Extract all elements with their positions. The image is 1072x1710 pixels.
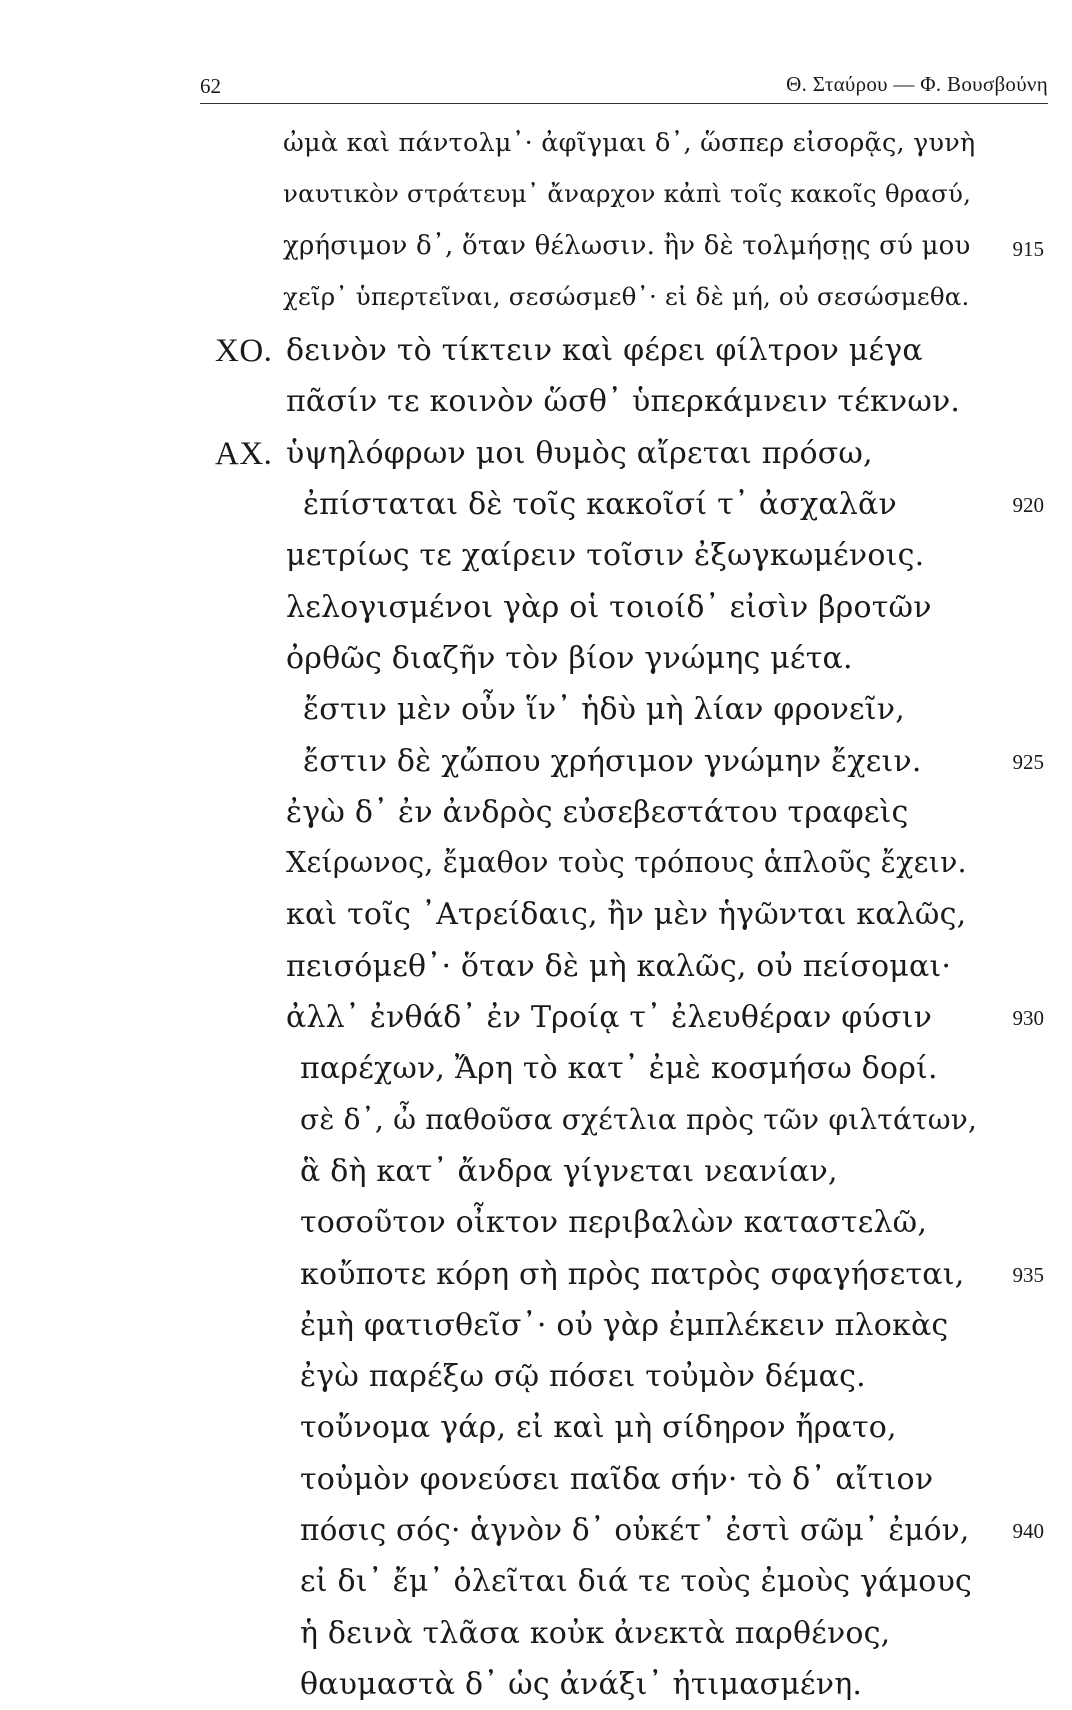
verse-line — [0, 1402, 1072, 1453]
verse-text: πᾶσίν τε κοινὸν ὥσθ᾽ ὑπερκάμνειν τέκνων. — [286, 384, 961, 420]
verse-text: κοὔποτε κόρη σὴ πρὸς πατρὸς σφαγήσεται, — [300, 1256, 965, 1292]
verse-text: ἐπίσταται δὲ τοῖς κακοῖσί τ᾽ ἀσχαλᾶν — [303, 487, 897, 523]
verse-line — [0, 1300, 1072, 1351]
verse-line — [0, 171, 1072, 222]
verse-text: πόσις σός· ἁγνὸν δ᾽ οὐκέτ᾽ ἐστὶ σῶμ᾽ ἐμόν, — [300, 1513, 970, 1548]
verse-text: ἃ δὴ κατ᾽ ἄνδρα γίγνεται νεανίαν, — [300, 1153, 838, 1189]
line-number: 940 — [1012, 1519, 1044, 1544]
line-number: 935 — [1012, 1262, 1044, 1287]
verse-text: τοὐμὸν φονεύσει παῖδα σήν· τὸ δ᾽ αἴτιον — [300, 1461, 934, 1497]
verse-text: ἡ δεινὰ τλᾶσα κοὐκ ἀνεκτὰ παρθένος, — [300, 1615, 891, 1651]
verse-text: θαυμαστὰ δ᾽ ὡς ἀνάξι᾽ ἠτιμασμένη. — [300, 1666, 863, 1702]
verse-text: δεινὸν τὸ τίκτειν καὶ φέρει φίλτρον μέγα — [286, 333, 923, 369]
verse-text: καὶ τοῖς ᾿Ατρείδαις, ἢν μὲν ἡγῶνται καλῶς, — [286, 897, 967, 933]
verse-line — [0, 274, 1072, 325]
line-number: 915 — [1012, 236, 1044, 261]
verse-line — [0, 889, 1072, 940]
verse-line — [0, 992, 1072, 1043]
verse-text: σὲ δ᾽, ὦ παθοῦσα σχέτλια πρὸς τῶν φιλτάτων, — [300, 1102, 978, 1136]
verse-line — [0, 1249, 1072, 1300]
verse-text: ναυτικὸν στράτευμ᾽ ἄναρχον κἀπὶ τοῖς κακοῖς θρασύ, — [283, 179, 972, 209]
verse-line — [0, 1146, 1072, 1197]
verse-line — [0, 582, 1072, 633]
page-number: 62 — [200, 74, 221, 98]
verse-text: τοὔνομα γάρ, εἰ καὶ μὴ σίδηρον ἤρατο, — [300, 1410, 897, 1446]
verse-text: ὀρθῶς διαζῆν τὸν βίον γνώμης μέτα. — [286, 640, 853, 676]
verse-line — [0, 1095, 1072, 1146]
verse-text: χεῖρ᾽ ὑπερτεῖναι, σεσώσμεθ᾽· εἰ δὲ μή, οὐ σεσώσμεθα. — [283, 281, 970, 311]
verse-line — [0, 1197, 1072, 1248]
verse-text: ἔστιν μὲν οὖν ἵν᾽ ἡδὺ μὴ λίαν φρονεῖν, — [303, 692, 905, 728]
verse-text: ἔστιν δὲ χὤπου χρήσιμον γνώμην ἔχειν. — [303, 743, 922, 779]
verse-line — [0, 787, 1072, 838]
verse-text: ὑψηλόφρων μοι θυμὸς αἴρεται πρόσω, — [286, 435, 873, 471]
running-title: Θ. Σταύρου — Φ. Βουσβούνη — [786, 72, 1048, 96]
verse-line — [0, 941, 1072, 992]
verse-line — [0, 325, 1072, 376]
verse-line — [0, 479, 1072, 530]
verse-line — [0, 223, 1072, 274]
verse-line — [0, 1454, 1072, 1505]
page-header — [200, 70, 1048, 104]
verse-line — [0, 684, 1072, 735]
verse-text: λελογισμένοι γὰρ οἱ τοιοίδ᾽ εἰσὶν βροτῶν — [286, 589, 932, 625]
verse-text: χρήσιμον δ᾽, ὅταν θέλωσιν. ἢν δὲ τολμήσῃς σύ μου — [283, 230, 971, 261]
verse-text: τοσοῦτον οἶκτον περιβαλὼν καταστελῶ, — [300, 1205, 928, 1241]
verse-text: ἀλλ᾽ ἐνθάδ᾽ ἐν Τροίᾳ τ᾽ ἐλευθέραν φύσιν — [286, 1000, 933, 1036]
verse-text: πεισόμεθ᾽· ὅταν δὲ μὴ καλῶς, οὐ πείσομαι· — [286, 948, 952, 984]
verse-line — [0, 633, 1072, 684]
verse-text: Χείρωνος, ἔμαθον τοὺς τρόπους ἁπλοῦς ἔχειν. — [286, 846, 967, 880]
verse-text: παρέχων, Ἄρη τὸ κατ᾽ ἐμὲ κοσμήσω δορί. — [300, 1051, 938, 1087]
verse-text: μετρίως τε χαίρειν τοῖσιν ἐξωγκωμένοις. — [286, 538, 925, 574]
verse-line — [0, 1608, 1072, 1659]
verse-text: ἐγὼ δ᾽ ἐν ἀνδρὸς εὐσεβεστάτου τραφεὶς — [286, 794, 909, 830]
verse-line — [0, 1659, 1072, 1710]
verse-line — [0, 376, 1072, 427]
verse-line — [0, 1043, 1072, 1094]
speaker-label: ΧΟ. — [215, 333, 273, 370]
verse-line — [0, 120, 1072, 171]
line-number: 920 — [1012, 493, 1044, 518]
speaker-label: ΑΧ. — [215, 435, 273, 472]
verse-block — [0, 120, 1072, 1710]
verse-text: ἐμὴ φατισθεῖσ᾽· οὐ γὰρ ἐμπλέκειν πλοκὰς — [300, 1307, 949, 1343]
line-number: 925 — [1012, 749, 1044, 774]
verse-text: εἰ δι᾽ ἔμ᾽ ὀλεῖται διά τε τοὺς ἐμοὺς γάμους — [300, 1564, 973, 1600]
verse-line — [0, 1556, 1072, 1607]
verse-text: ὠμὰ καὶ πάντολμ᾽· ἀφῖγμαι δ᾽, ὥσπερ εἰσορᾷς, γυνὴ — [283, 128, 976, 158]
verse-text: ἐγὼ παρέξω σῷ πόσει τοὐμὸν δέμας. — [300, 1359, 866, 1395]
verse-line — [0, 1505, 1072, 1556]
line-number: 930 — [1012, 1006, 1044, 1031]
verse-line — [0, 838, 1072, 889]
header-rule — [200, 103, 1048, 104]
verse-line — [0, 736, 1072, 787]
verse-line — [0, 428, 1072, 479]
verse-line — [0, 530, 1072, 581]
verse-line — [0, 1351, 1072, 1402]
